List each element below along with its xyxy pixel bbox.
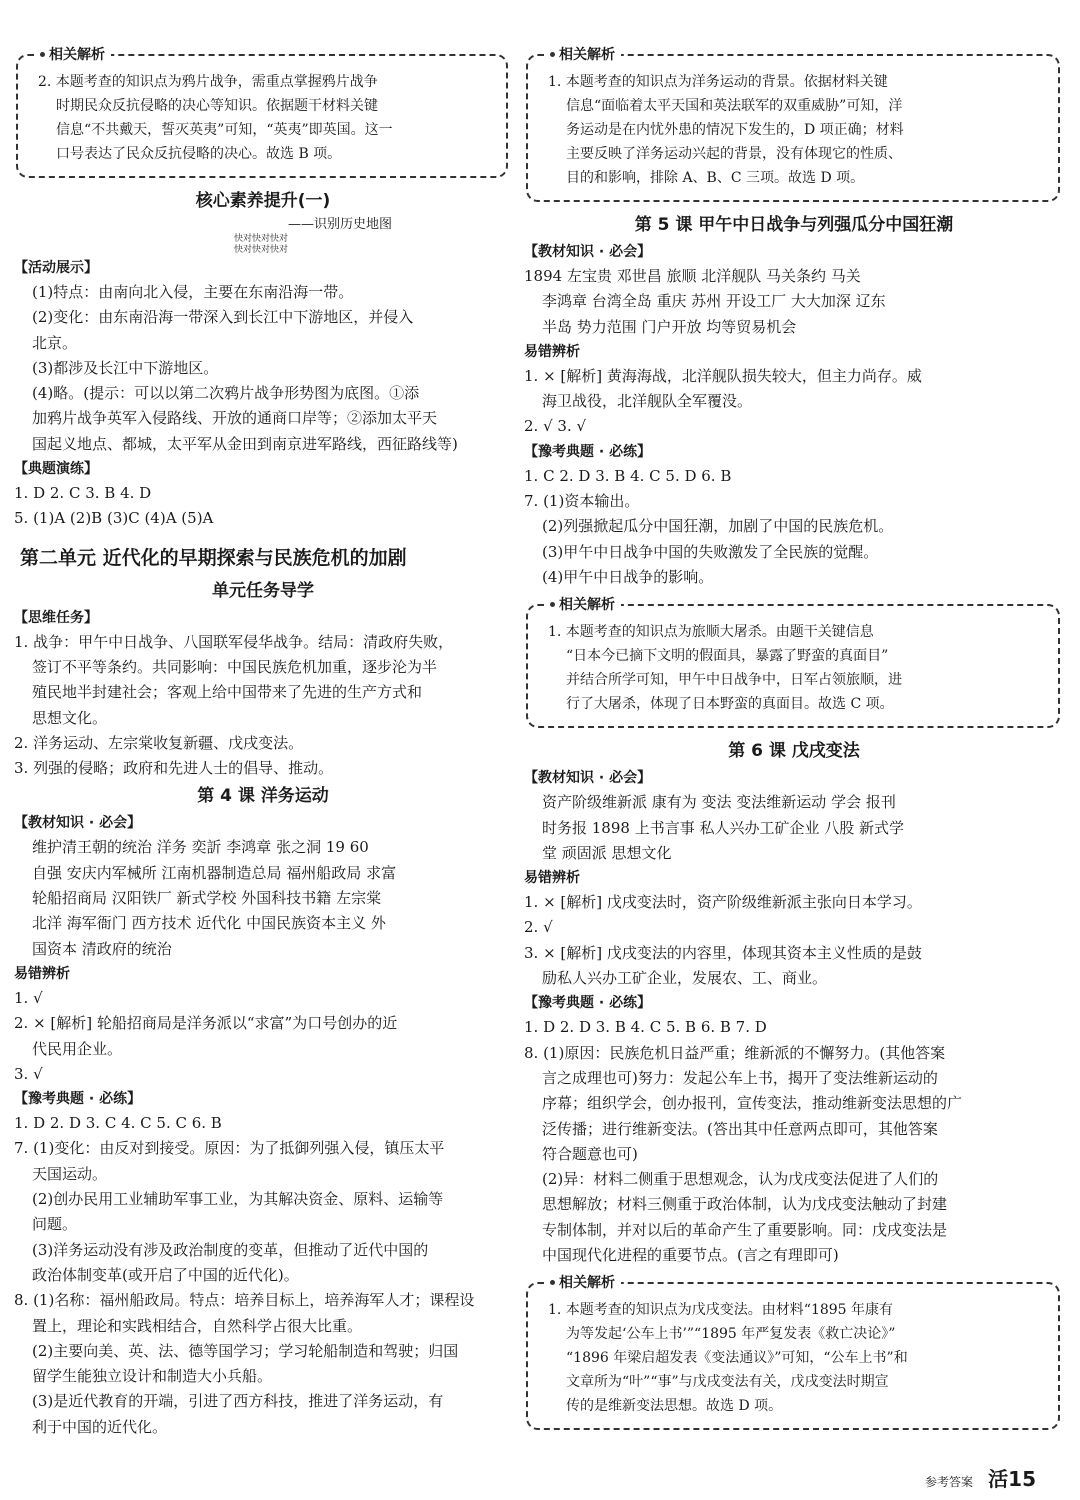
bullet-icon xyxy=(40,52,45,57)
lesson4-error-tag: 易错辨析 xyxy=(14,965,70,982)
thinking-task-lines xyxy=(14,630,512,782)
text-line: (2)主要向美、英、法、德等国学习；学习轮船制造和驾驶；归国 xyxy=(32,1341,459,1360)
lesson6-title: 第 6 课 戊戌变法 xyxy=(728,741,860,762)
text-line: (3)洋务运动没有涉及政治制度的变革，但推动了近代中国的 xyxy=(32,1240,429,1259)
lesson5-error-tag: 易错辨析 xyxy=(524,343,580,360)
analysis-box-heading: 相关解析 xyxy=(544,45,621,65)
lesson6-error-tag: 易错辨析 xyxy=(524,870,580,887)
analysis-box-body xyxy=(548,70,1044,190)
text-line: 2. √ 3. √ xyxy=(524,417,587,436)
text-line: (2)变化：由东南沿海一带深入到长江中下游地区，并侵入 xyxy=(32,308,414,327)
text-line: (3)是近代教育的开端，引进了西方科技，推进了洋务运动，有 xyxy=(32,1392,444,1411)
lesson4-exam-lines xyxy=(14,1111,512,1440)
bullet-icon xyxy=(550,1280,555,1285)
lesson5-title: 第 5 课 甲午中日战争与列强瓜分中国狂潮 xyxy=(634,215,954,235)
lesson6-knowledge-lines xyxy=(524,790,1064,866)
text-line: 8. (1)名称：福州船政局。特点：培养目标上，培养海军人才；课程设 xyxy=(14,1291,475,1310)
text-line: 代民用企业。 xyxy=(32,1039,123,1058)
analysis-box-body xyxy=(38,70,492,166)
text-line: 轮船招商局 汉阳铁厂 新式学校 外国科技书籍 左宗棠 xyxy=(32,889,382,908)
analysis-box-body xyxy=(548,620,1044,716)
drill-tag: 【典题演练】 xyxy=(14,461,98,478)
text-line: 行了大屠杀，体现了日本野蛮的真面目。故选 C 项。 xyxy=(566,696,894,713)
text-line: (2)列强掀起瓜分中国狂潮，加剧了中国的民族危机。 xyxy=(542,517,894,536)
text-line: 北京。 xyxy=(32,333,78,352)
text-line: 中国现代化进程的重要节点。(言之有理即可) xyxy=(542,1246,839,1265)
core-literacy-title: 核心素养提升(一) xyxy=(195,191,331,211)
text-line: 7. (1)资本输出。 xyxy=(524,492,640,511)
text-line: 天国运动。 xyxy=(32,1164,108,1183)
bullet-icon xyxy=(550,602,555,607)
lesson4-knowledge-tag: 【教材知识 · 必会】 xyxy=(14,815,142,832)
text-line: 思想解放；材料三侧重于政治体制，认为戊戌变法触动了封建 xyxy=(542,1195,948,1214)
lesson4-error-lines xyxy=(14,986,512,1087)
text-line: (2)创办民用工业辅助军事工业，为其解决资金、原料、运输等 xyxy=(32,1190,444,1209)
text-line: 专制体制，并对以后的革命产生了重要影响。同：戊戌变法是 xyxy=(542,1220,948,1239)
drill-lines xyxy=(14,481,512,532)
right-column xyxy=(524,40,1064,1438)
footer-label: 参考答案 xyxy=(925,1475,974,1489)
text-line: 口号表达了民众反抗侵略的决心。故选 B 项。 xyxy=(56,146,342,162)
analysis-box-heading: 相关解析 xyxy=(544,595,621,615)
text-line: 自强 安庆内军械所 江南机器制造总局 福州船政局 求富 xyxy=(32,863,397,882)
text-line: 为等发起‘公车上书’”“1895 年严复发表《救亡决论》” xyxy=(566,1326,896,1343)
page-number: 活15 xyxy=(988,1467,1036,1491)
lesson4-knowledge-lines xyxy=(14,835,512,961)
text-line: 加鸦片战争英军入侵路线、开放的通商口岸等；②添加太平天 xyxy=(32,409,438,428)
text-line: 泛传播；进行维新变法。(答出其中任意两点即可，其他答案 xyxy=(542,1119,938,1138)
lesson5-exam-tag: 【豫考典题 · 必练】 xyxy=(524,443,652,460)
text-line: (4)甲午中日战争的影响。 xyxy=(542,567,714,586)
text-line: (2)异：材料二侧重于思想观念，认为戊戌变法促进了人们的 xyxy=(542,1170,939,1189)
activity-lines xyxy=(14,280,512,457)
text-line: 信息“面临着太平天国和英法联军的双重威胁”可知，洋 xyxy=(566,98,903,114)
text-line: 2. × [解析] 轮船招商局是洋务派以“求富”为口号创办的近 xyxy=(14,1014,398,1033)
text-line: 问题。 xyxy=(32,1215,78,1234)
text-line: 时务报 1898 上书言事 私人兴办工矿企业 八股 新式学 xyxy=(542,818,905,837)
text-line: 5. (1)A (2)B (3)C (4)A (5)A xyxy=(14,509,214,528)
text-line: 信息“不共戴天，誓灭英夷”可知，“英夷”即英国。这一 xyxy=(56,122,393,138)
text-line: 1. D 2. C 3. B 4. D xyxy=(14,484,152,503)
lesson5-knowledge-lines xyxy=(524,264,1064,340)
text-line: 1. D 2. D 3. B 4. C 5. B 6. B 7. D xyxy=(524,1018,767,1037)
text-line: 3. 列强的侵略；政府和先进人士的倡导、推动。 xyxy=(14,759,334,778)
text-line: 2. 洋务运动、左宗棠收复新疆、戊戌变法。 xyxy=(14,733,304,752)
text-line: 国起义地点、都城，太平军从金田到南京进军路线，西征路线等) xyxy=(32,434,458,453)
text-line: (3)甲午中日战争中国的失败激发了全民族的觉醒。 xyxy=(542,542,879,561)
lesson4-exam-tag: 【豫考典题 · 必练】 xyxy=(14,1091,142,1108)
text-line: 维护清王朝的统治 洋务 奕訢 李鸿章 张之洞 19 60 xyxy=(32,838,369,857)
text-line: 主要反映了洋务运动兴起的背景，没有体现它的性质、 xyxy=(566,146,902,162)
text-line: 政治体制变革(或开启了中国的近代化)。 xyxy=(32,1265,299,1284)
text-line: 1. √ xyxy=(14,988,43,1007)
text-line: 1. × [解析] 黄海海战，北洋舰队损失较大，但主力尚存。威 xyxy=(524,366,922,385)
text-line: “日本今已摘下文明的假面具，暴露了野蛮的真面目” xyxy=(566,648,889,665)
text-line: 传的是维新变法思想。故选 D 项。 xyxy=(566,1398,783,1415)
text-line: 励私人兴办工矿企业，发展农、工、商业。 xyxy=(542,969,828,988)
text-line: 北洋 海军衙门 西方技术 近代化 中国民族资本主义 外 xyxy=(32,914,386,933)
text-line: 7. (1)变化：由反对到接受。原因：为了抵御列强入侵，镇压太平 xyxy=(14,1139,445,1158)
text-line: 置上，理论和实践相结合，自然科学占很大比重。 xyxy=(32,1316,363,1335)
text-line: 8. (1)原因：民族危机日益严重；维新派的不懈努力。(其他答案 xyxy=(524,1043,946,1062)
text-line: 1. C 2. D 3. B 4. C 5. D 6. B xyxy=(524,466,732,485)
text-line: (1)特点：由南向北入侵，主要在东南沿海一带。 xyxy=(32,283,354,301)
text-line: 国资本 清政府的统治 xyxy=(32,939,172,958)
text-line: 海卫战役，北洋舰队全军覆没。 xyxy=(542,392,753,411)
page-footer xyxy=(925,1463,1036,1492)
text-line: 目的和影响，排除 A、B、C 三项。故选 D 项。 xyxy=(566,170,865,186)
analysis-box-right-1 xyxy=(526,47,1060,202)
text-line: (3)都涉及长江中下游地区。 xyxy=(32,358,219,377)
lesson6-error-lines xyxy=(524,890,1064,991)
lesson5-exam-lines xyxy=(524,464,1064,590)
text-line: 思想文化。 xyxy=(32,708,108,727)
lesson6-knowledge-tag: 【教材知识 · 必会】 xyxy=(524,770,652,787)
analysis-box-left-1 xyxy=(16,47,508,178)
text-line: 1. 战争：甲午中日战争、八国联军侵华战争。结局：清政府失败， xyxy=(14,632,454,651)
text-line: 资产阶级维新派 康有为 变法 变法维新运动 学会 报刊 xyxy=(542,793,896,812)
analysis-box-heading: 相关解析 xyxy=(544,1273,621,1293)
thinking-task-tag: 【思维任务】 xyxy=(14,609,98,626)
unit-title: 第二单元 近代化的早期探索与民族危机的加剧 xyxy=(20,546,407,569)
text-line: 1. D 2. D 3. C 4. C 5. C 6. B xyxy=(14,1114,222,1133)
stamp-text-1: 快对快对快对 xyxy=(234,234,289,244)
text-line: 1. 本题考查的知识点为洋务运动的背景。依据材料关键 xyxy=(548,74,888,90)
analysis-box-heading: 相关解析 xyxy=(34,45,111,65)
text-line: “1896 年梁启超发表《变法通议》”可知，“公车上书”和 xyxy=(566,1350,908,1367)
text-line: 1894 左宝贵 邓世昌 旅顺 北洋舰队 马关条约 马关 xyxy=(524,267,861,285)
text-line: 序幕；组织学会，创办报刊，宣传变法，推动维新变法思想的广 xyxy=(542,1094,963,1113)
activity-tag: 【活动展示】 xyxy=(14,260,98,276)
text-line: 言之成理也可)努力：发起公车上书，揭开了变法维新运动的 xyxy=(542,1068,938,1087)
analysis-box-lesson6 xyxy=(526,1275,1060,1430)
text-line: 留学生能独立设计和制造大小兵船。 xyxy=(32,1367,273,1386)
stamp-text-2: 快对快对快对 xyxy=(234,245,289,255)
text-line: (4)略。(提示：可以以第二次鸦片战争形势图为底图。①添 xyxy=(32,384,420,403)
lesson6-exam-lines xyxy=(524,1015,1064,1268)
text-line: 1. × [解析] 戊戌变法时，资产阶级维新派主张向日本学习。 xyxy=(524,893,922,912)
text-line: 并结合所学可知，甲午中日战争中，日军占领旅顺，进 xyxy=(566,672,902,689)
text-line: 半岛 势力范围 门户开放 均等贸易机会 xyxy=(542,317,797,336)
text-line: 1. 本题考查的知识点为旅顺大屠杀。由题干关键信息 xyxy=(548,624,874,641)
text-line: 时期民众反抗侵略的决心等知识。依据题干材料关键 xyxy=(56,98,378,114)
text-line: 利于中国的近代化。 xyxy=(32,1417,168,1436)
analysis-box-body xyxy=(548,1298,1044,1418)
text-line: 1. 本题考查的知识点为戊戌变法。由材料“1895 年康有 xyxy=(548,1302,894,1319)
analysis-box-lesson5 xyxy=(526,597,1060,728)
lesson6-exam-tag: 【豫考典题 · 必练】 xyxy=(524,995,652,1012)
unit-guide-title: 单元任务导学 xyxy=(212,580,314,601)
lesson5-knowledge-tag: 【教材知识 · 必会】 xyxy=(524,244,652,260)
text-line: 务运动是在内忧外患的情况下发生的，D 项正确；材料 xyxy=(566,122,904,138)
text-line: 2. 本题考查的知识点为鸦片战争，需重点掌握鸦片战争 xyxy=(38,74,378,90)
lesson5-error-lines xyxy=(524,364,1064,440)
text-line: 3. √ xyxy=(14,1064,43,1083)
left-column xyxy=(14,40,512,1440)
text-line: 符合题意也可) xyxy=(542,1144,638,1163)
text-line: 签订不平等条约。共同影响：中国民族危机加重，逐步沦为半 xyxy=(32,657,438,676)
text-line: 文章所为“叶”“事”与戊戌变法有关，戊戌变法时期宣 xyxy=(566,1374,889,1391)
core-literacy-subtitle: ——识别历史地图 xyxy=(287,217,392,232)
text-line: 堂 顽固派 思想文化 xyxy=(542,843,672,862)
bullet-icon xyxy=(550,52,555,57)
text-line: 李鸿章 台湾全岛 重庆 苏州 开设工厂 大大加深 辽东 xyxy=(542,292,886,311)
lesson4-title: 第 4 课 洋务运动 xyxy=(197,786,329,807)
text-line: 殖民地半封建社会；客观上给中国带来了先进的生产方式和 xyxy=(32,683,423,702)
text-line: 3. × [解析] 戊戌变法的内容里，体现其资本主义性质的是鼓 xyxy=(524,943,922,962)
text-line: 2. √ xyxy=(524,918,553,937)
